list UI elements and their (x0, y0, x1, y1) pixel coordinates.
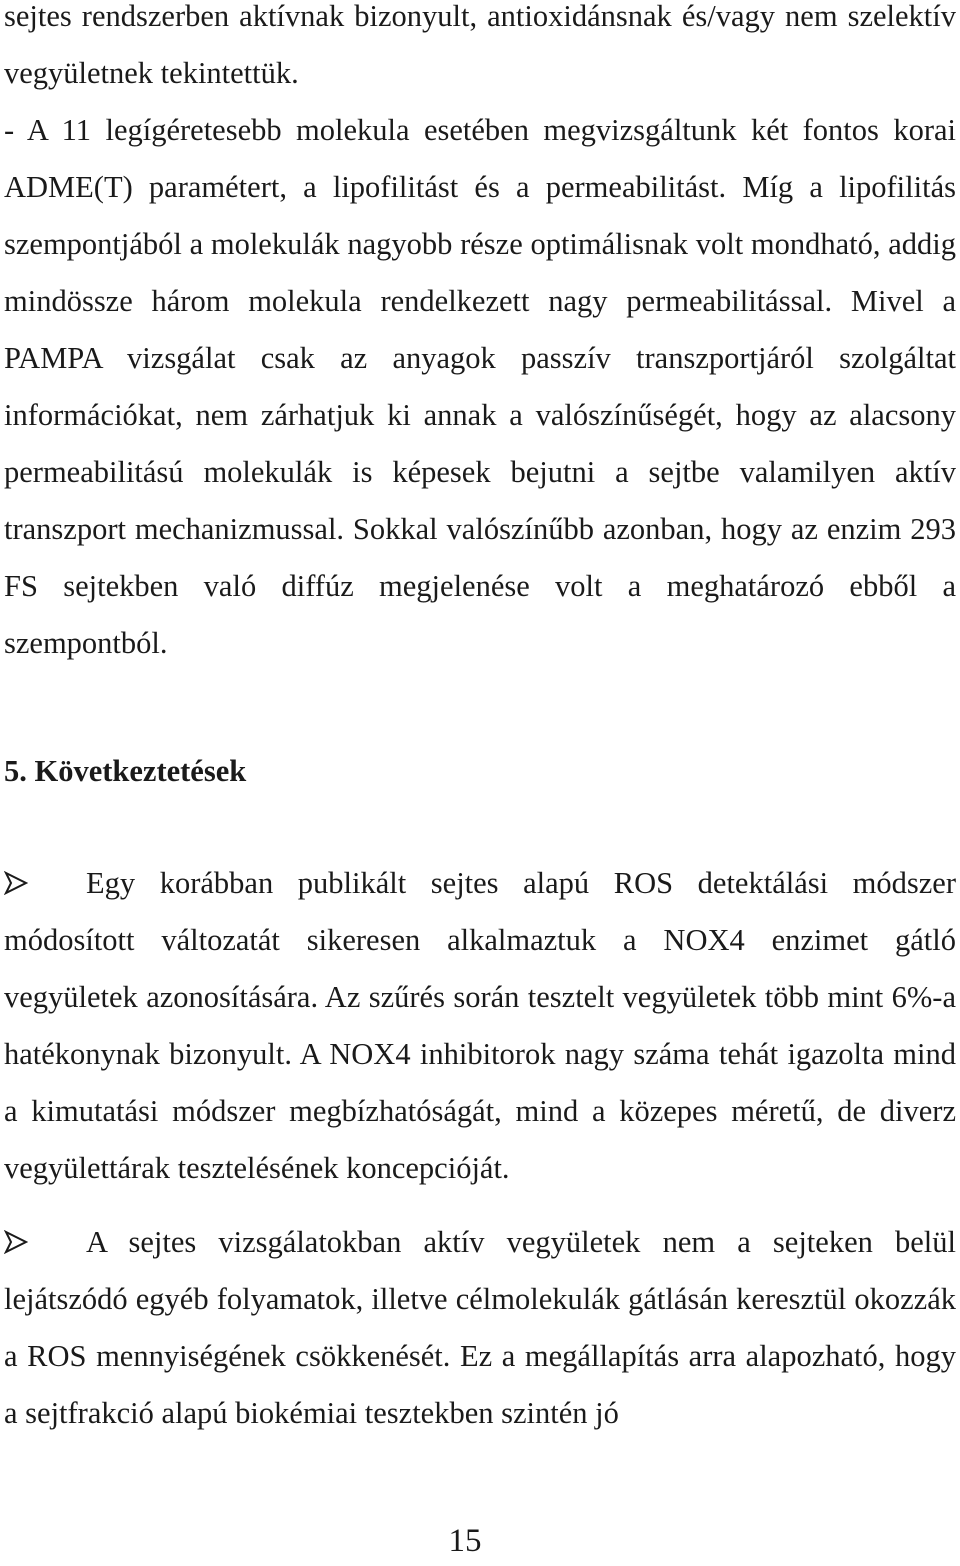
body-paragraphs (4, 0, 956, 672)
arrowhead-bullet-icon (4, 855, 86, 912)
bullet-text: Egy korábban publikált sejtes alapú ROS detektálási módszer módosított változatát sikeresen alkalmaztuk a NOX4 enzimet gátló vegyületek azonosítására. Az szűrés során tesztelt vegyületek több mint 6%-a hatékonynak bizonyult. A NOX4 inhibitorok nagy száma tehát igazolta mind a kimutatási módszer megbízhatóságát, mind a közepes méretű, de diverz vegyülettárak tesztelésének koncepcióját. (4, 866, 956, 1185)
bullet-item (4, 1214, 956, 1442)
arrowhead-bullet-icon (4, 1214, 86, 1271)
paragraph-continuation: sejtes rendszerben aktívnak bizonyult, antioxidánsnak és/vagy nem szelektív vegyületnek tekintettük. (4, 0, 956, 90)
page-number (0, 1521, 930, 1561)
page-number-text: 15 (448, 1523, 482, 1559)
section-heading: 5. Következtetések (4, 754, 247, 788)
bullet-text: A sejtes vizsgálatokban aktív vegyületek nem a sejteken belül lejátszódó egyéb folyamatok, illetve célmolekulák gátlásán keresztül okozzák a ROS mennyiségének csökkenését. Ez a megállapítás arra alapozható, hogy a sejtfrakció alapú biokémiai tesztekben szintén jó (4, 1225, 956, 1430)
paragraph-admet: - A 11 legígéretesebb molekula esetében megvizsgáltunk két fontos korai ADME(T) paramétert, a lipofilitást és a permeabilitást. Míg a lipofilitás szempontjából a molekulák nagyobb része optimálisnak volt mondható, addig mindössze három molekula rendelkezett nagy permeabilitással. Mivel a PAMPA vizsgálat csak az anyagok passzív transzportjáról szolgáltat információkat, nem zárhatjuk ki annak a valószínűségét, hogy az alacsony permeabilitású molekulák is képesek bejutni a sejtbe valamilyen aktív transzport mechanizmussal. Sokkal valószínűbb azonban, hogy az enzim 293 FS sejtekben való diffúz megjelenése volt a meghatározó ebből a szempontból. (4, 113, 956, 660)
bullet-item (4, 855, 956, 1197)
